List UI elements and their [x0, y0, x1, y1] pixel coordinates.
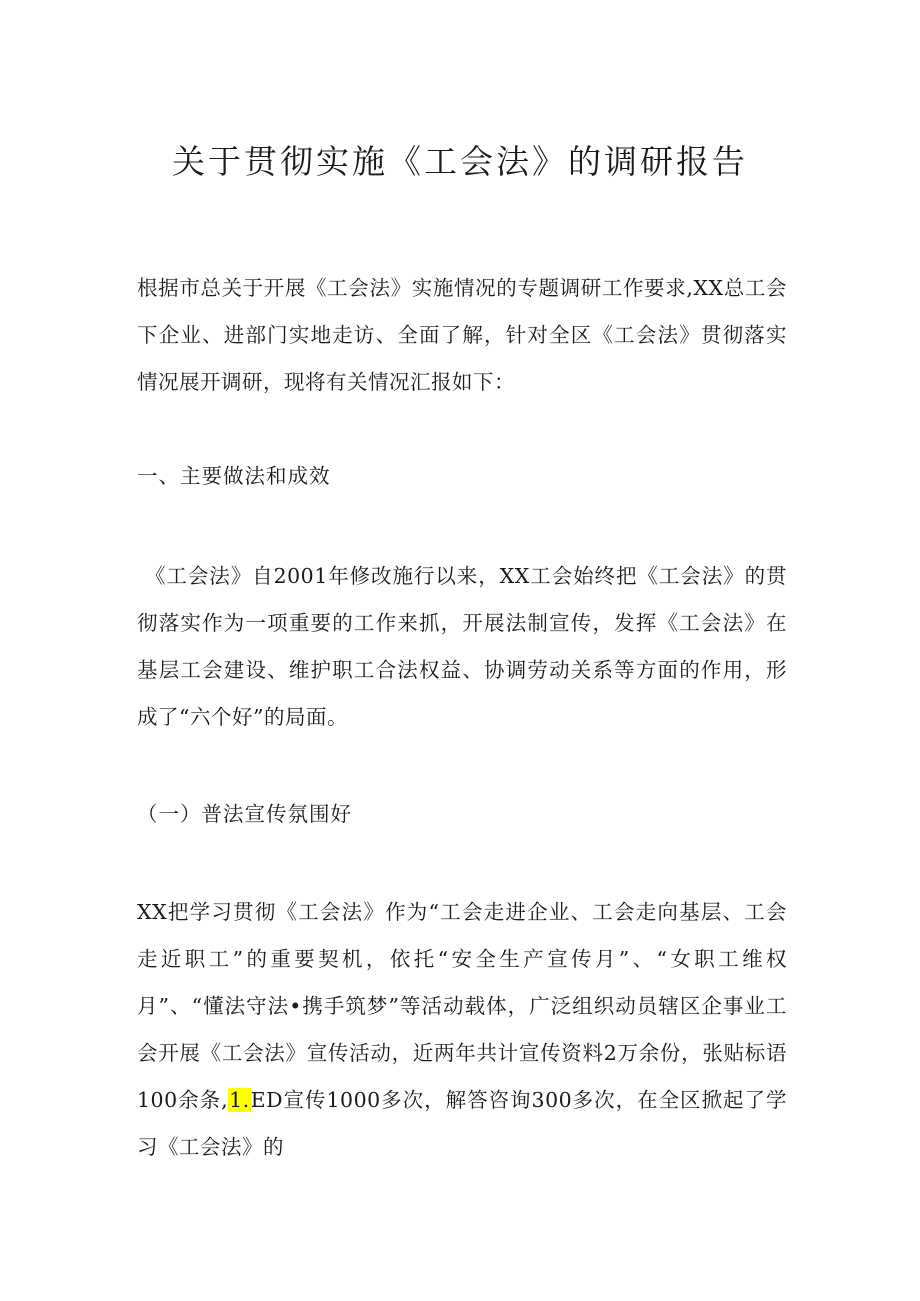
subsection-heading-law-publicity: （一）普法宣传氛围好: [137, 802, 352, 826]
subsection-paragraph-law-publicity: [137, 889, 787, 1171]
paragraph-text-before-highlight: XX把学习贯彻《工会法》作为“工会走进企业、工会走向基层、工会走近职工”的重要契机，依托“安全生产宣传月”、“女职工维权月”、“懂法守法•携手筑梦”等活动载体，广泛组织动员辖区企事业工会开展《工会法》宣传活动，近两年共计宣传资料2万余份，张贴标语100余条,: [137, 900, 787, 1112]
section-paragraph-main-practices: 《工会法》自2001年修改施行以来，XX工会始终把《工会法》的贯彻落实作为一项重要的工作来抓，开展法制宣传，发挥《工会法》在基层工会建设、维护职工合法权益、协调劳动关系等方面的作用，形成了“六个好”的局面。: [137, 564, 787, 729]
section-heading-main-practices: 一、主要做法和成效: [137, 464, 331, 488]
paragraph-text-after-highlight: ED宣传1000多次，解答咨询300多次，在全区掀起了学习《工会法》的: [137, 1088, 787, 1159]
intro-paragraph: 根据市总关于开展《工会法》实施情况的专题调研工作要求,XX总工会下企业、进部门实地走访、全面了解，针对全区《工会法》贯彻落实情况展开调研，现将有关情况汇报如下：: [137, 276, 787, 394]
highlighted-text: 1.: [229, 1088, 250, 1112]
document-title: 关于贯彻实施《工会法》的调研报告: [172, 142, 748, 181]
